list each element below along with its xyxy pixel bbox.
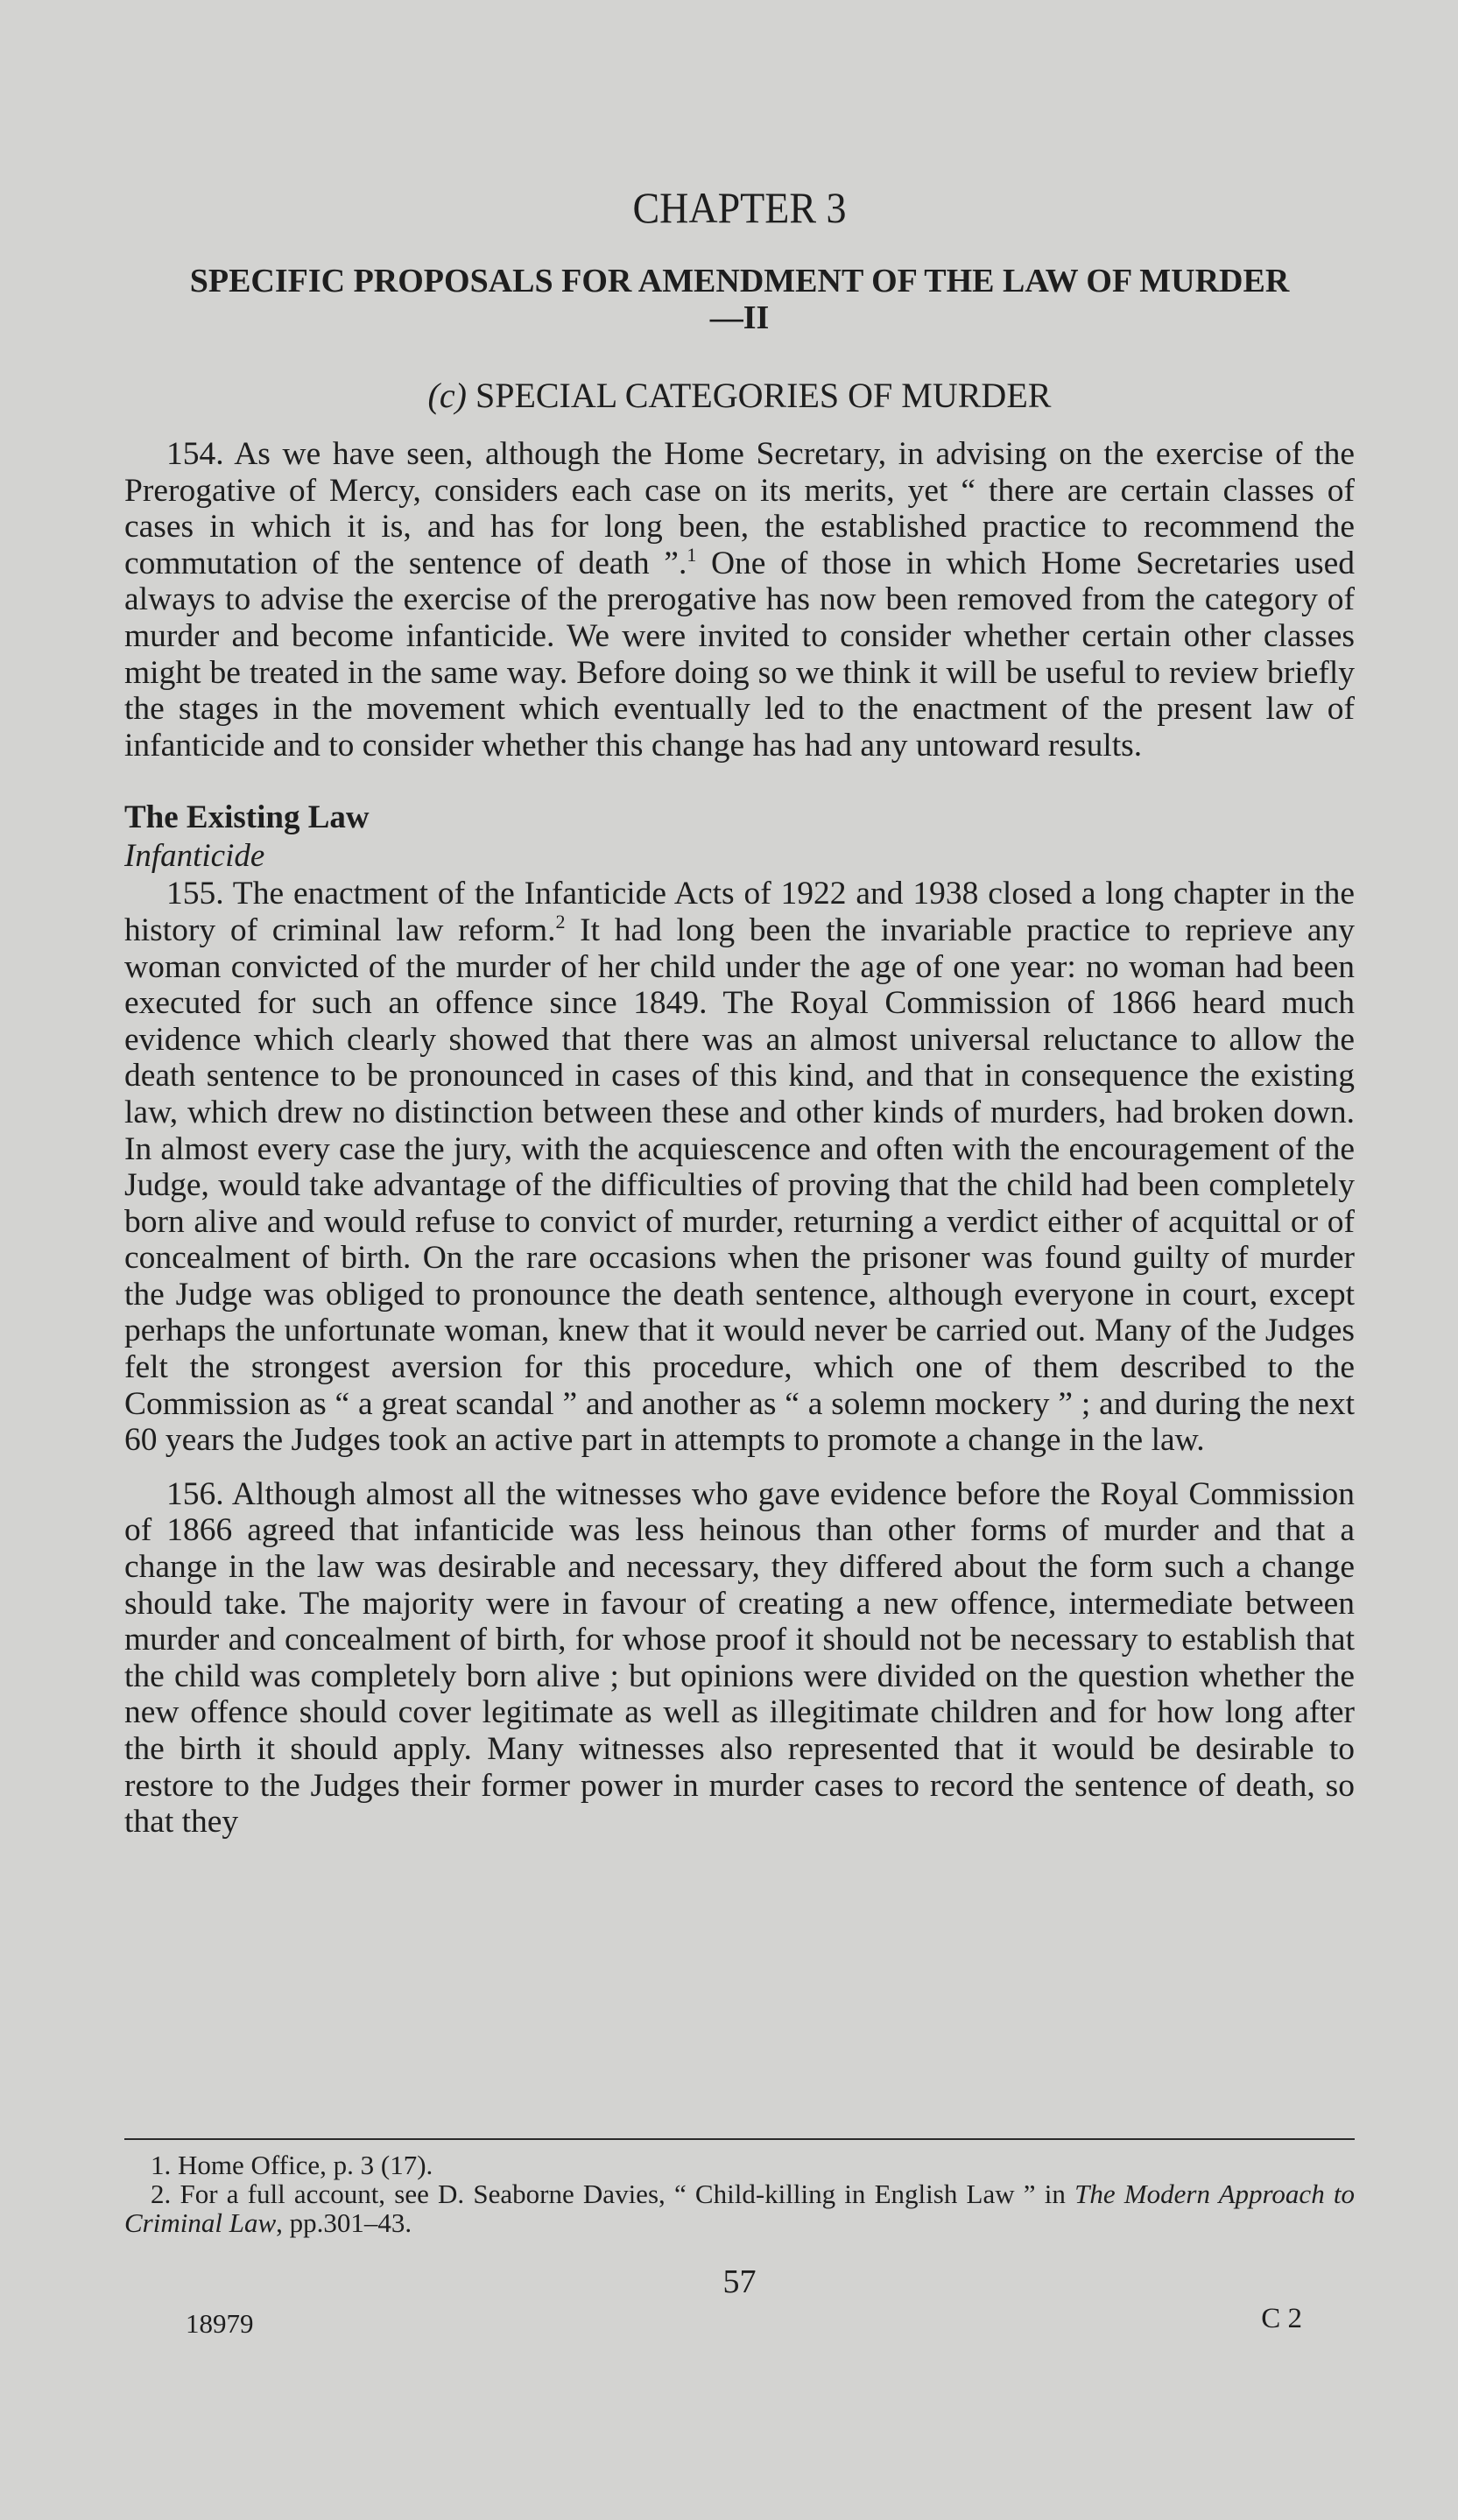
paragraph-154 (124, 436, 1355, 764)
footnote-ref-1: 1 (687, 543, 697, 566)
footnote-divider (124, 2138, 1355, 2140)
page-number: 57 (722, 2263, 757, 2300)
subheading-existing-law: The Existing Law (124, 799, 370, 836)
paragraph-text: 155. The enactment of the Infanticide Acts of 1922 and 1938 closed a long chapter in the history of criminal law reform. (124, 876, 1355, 948)
chapter-subtitle: SPECIFIC PROPOSALS FOR AMENDMENT OF THE LAW OF MURDER—II (189, 263, 1290, 336)
paragraph-155 (124, 876, 1355, 1459)
paragraph-text: It had long been the invariable practice to reprieve any woman convicted of the murder of her child under the age of one year: no woman had been executed for such an offence since 1849. The Royal Commission of 1866 heard much evidence which clearly showed that there was an almost universal reluctance to allow the death sentence to be pronounced in cases of this kind, and that in consequence the existing law, which drew no distinction between these and other kinds of murders, had broken down. In almost every case the jury, with the acquiescence and often with the encouragement of the Judge, would take advantage of the difficulties of proving that the child had been completely born alive and would refuse to convict of murder, returning a verdict either of acquittal or of concealment of birth. On the rare occasions when the prisoner was found guilty of murder the Judge was obliged to pronounce the death sentence, although everyone in court, except perhaps the unfortunate woman, knew that it would never be carried out. Many of the Judges felt the strongest aversion for this procedure, which one of them described to the Commission as “ a great scandal ” and another as “ a solemn mockery ” ; and during the next 60 years the Judges took an active part in attempts to promote a change in the law. (124, 912, 1356, 1459)
subheading-infanticide: Infanticide (124, 838, 265, 875)
paragraph-156: 156. Although almost all the witnesses who gave evidence before the Royal Commission of 1866 agreed that infanticide was less heinous than other forms of murder and that a change in the law was desirable and necessary, they differed about the form such a change should take. The majority were in favour of creating a new offence, intermediate between murder and concealment of birth, for whose proof it should not be necessary to establish that the child was completely born alive ; but opinions were divided on the question whether the new offence should cover legitimate as well as illegitimate children and for how long after the birth it should apply. Many witnesses also represented that it would be desirable to restore to the Judges their former power in murder cases to record the sentence of death, so that they (124, 1475, 1355, 1841)
footnote-text: , pp.301–43. (276, 2207, 412, 2238)
footnote-1: 1. Home Office, p. 3 (17). (151, 2150, 433, 2180)
paragraph-text: One of those in which Home Secretaries used always to advise the exercise of the prerogative has now been removed from the category of murder and become infanticide. We were invited to consider whether certain other classes might be treated in the same way. Before doing so we think it will be useful to review briefly the stages in the movement which eventually led to the enactment of the present law of infanticide and to consider whether this change has had any untoward results. (124, 545, 1355, 764)
body-text (124, 436, 1355, 1841)
signature-mark: C 2 (1261, 2303, 1302, 2334)
section-prefix: (c) (427, 376, 467, 415)
footnote-ref-2: 2 (555, 910, 566, 933)
section-heading (124, 375, 1355, 416)
paragraph-text: 154. As we have seen, although the Home Secretary, in advising on the exercise of the Prerogative of Mercy, considers each case on its merits, yet “ there are certain classes of cases in which it is, and has for long been, the established practice to recommend the commutation of the sentence of death ”. (124, 436, 1355, 581)
footnote-text: 2. For a full account, see D. Seaborne Davies, “ Child-killing in English Law ” in (151, 2179, 1075, 2209)
footnotes (124, 2150, 1355, 2237)
section-title: SPECIAL CATEGORIES OF MURDER (475, 376, 1052, 415)
print-code: 18979 (186, 2308, 254, 2339)
chapter-heading: CHAPTER 3 (632, 183, 847, 232)
footnote-book-title: The Modern Approach to Criminal Law (124, 2179, 1356, 2238)
footnote-2 (124, 2179, 1355, 2237)
